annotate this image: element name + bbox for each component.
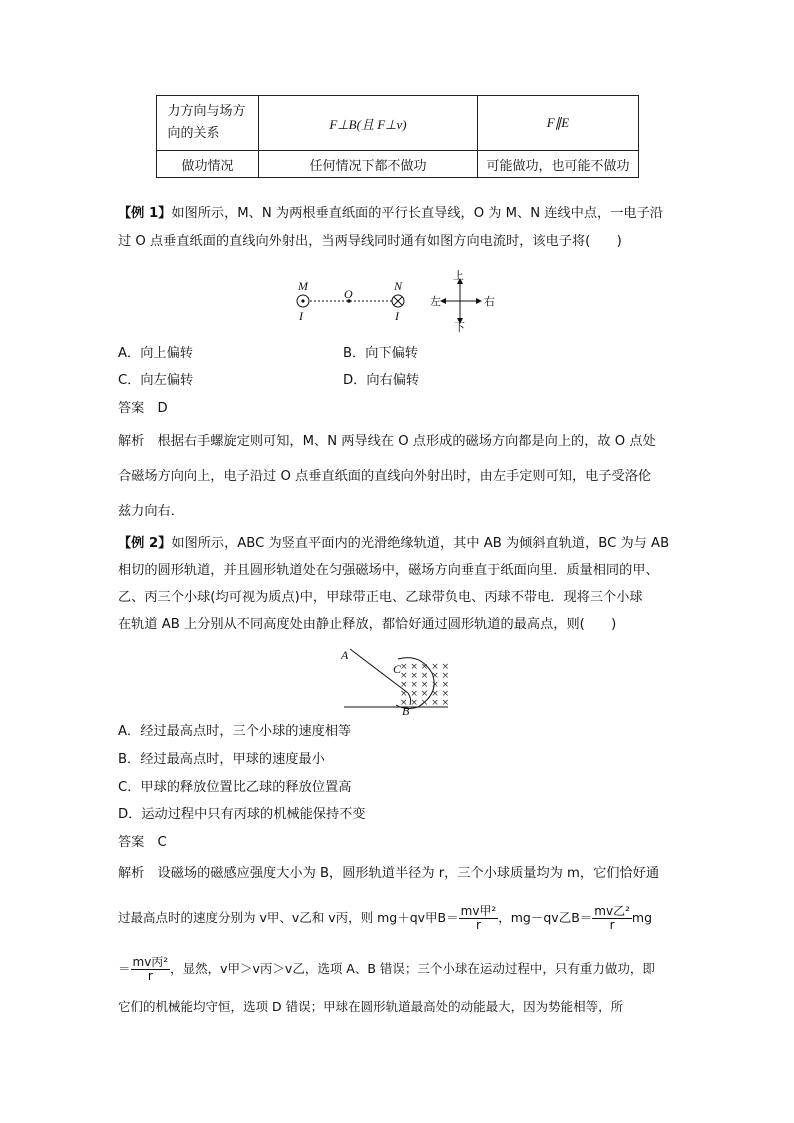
ex2-analysis3: ＝ $\frac{\text{mv丙²}}{r}$ ，显然，v甲＞v丙＞v乙，选项 A、B 错误；三个小球在运动过程中，只有重力做功，即 (118, 955, 655, 983)
ex1-line2: 过 O 点垂直纸面的直线向外射出，当两导线同时通有如图方向电流时，该电子将( ) (118, 234, 622, 249)
table-row1-label: 力方向与场方向的关系 (157, 96, 259, 151)
label-o: O (344, 287, 353, 301)
label-b: B (402, 704, 410, 718)
ex1-analysis1: 解析 根据右手螺旋定则可知，M、N 两导线在 O 点形成的磁场方向都是向上的，故 O 点处 (118, 434, 656, 449)
label-c: C (393, 662, 402, 676)
ex2-analysis1: 解析 设磁场的磁感应强度大小为 B，圆形轨道半径为 r，三个小球质量均为 m，它们恰好通 (118, 866, 660, 881)
label-m: M (298, 279, 308, 293)
svg-text:× × × × ×: × × × × × (400, 662, 450, 672)
arrow-right-icon (476, 298, 482, 304)
ex1-line1 (118, 205, 663, 223)
ex2-figure (340, 645, 460, 715)
svg-text:× × × × ×: × × × × × (400, 671, 450, 681)
label-a: A (341, 648, 349, 662)
ex1-option-d: D．向右偏转 (343, 373, 420, 388)
ex2-option-c: C．甲球的释放位置比乙球的释放位置高 (118, 780, 352, 795)
comparison-table (156, 95, 639, 178)
label-right: 右 (484, 295, 495, 308)
table-row2-col2: 可能做功，也可能不做功 (478, 151, 639, 178)
ex2-tag: 【例 2】 (118, 536, 172, 551)
svg-text:× × × × ×: × × × × × (400, 689, 450, 699)
ex2-option-d: D．运动过程中只有丙球的机械能保持不变 (118, 807, 366, 822)
svg-text:× × × × ×: × × × × × (400, 680, 450, 690)
label-i-right: I (395, 309, 399, 323)
ex2-analysis2: 过最高点时的速度分别为 v甲、v乙和 v丙，则 mg＋qv甲B＝ $\frac{\text{mv甲²}}{r}$ ，mg－qv乙B＝ $\frac{\text{mv乙²}}{r}$ mg (118, 904, 653, 932)
current-out-dot (301, 299, 304, 302)
table-row2-label: 做功情况 (157, 151, 259, 178)
label-down: 下 (454, 321, 465, 334)
svg-text:× × × × ×: × × × × × (400, 698, 450, 708)
ex2-option-a: A．经过最高点时，三个小球的速度相等 (118, 724, 352, 739)
ex1-analysis3: 兹力向右． (118, 504, 184, 519)
ex2-text1: 如图所示，ABC 为竖直平面内的光滑绝缘轨道，其中 AB 为倾斜直轨道，BC 为与 AB (171, 536, 670, 551)
label-left: 左 (430, 295, 441, 308)
ex2-line2: 相切的圆形轨道，并且圆形轨道处在匀强磁场中，磁场方向垂直于纸面向里．质量相同的甲、 (118, 563, 659, 578)
ex2-line1 (118, 535, 669, 553)
fraction-yi: $\frac{\text{mv乙²}}{r}$ (594, 904, 630, 932)
ex1-text1: 如图所示，M、N 为两根垂直纸面的平行长直导线，O 为 M、N 连线中点，一电子沿 (171, 206, 663, 221)
ex2-option-b: B．经过最高点时，甲球的速度最小 (118, 752, 325, 767)
ex1-analysis2: 合磁场方向向上，电子沿过 O 点垂直纸面的直线向外射出时，由左手定则可知，电子受洛伦 (118, 469, 652, 484)
ex1-tag: 【例 1】 (118, 206, 172, 221)
ex2-analysis4: 它们的机械能均守恒，选项 D 错误；甲球在圆形轨道最高处的动能最大，因为势能相等，所 (118, 999, 624, 1014)
ex1-option-c: C．向左偏转 (118, 373, 194, 388)
fraction-jia: $\frac{\text{mv甲²}}{r}$ (460, 904, 497, 932)
ex2-line4: 在轨道 AB 上分别从不同高度处由静止释放，都恰好通过圆形轨道的最高点，则( ) (118, 617, 617, 632)
magnetic-field-marks (400, 662, 449, 708)
ex2-line3: 乙、丙三个小球(均可视为质点)中，甲球带正电、乙球带负电、丙球不带电．现将三个小球 (118, 590, 643, 605)
ex1-option-b: B．向下偏转 (343, 346, 418, 361)
table-row1-col1: F⊥B(且 F⊥v) (259, 96, 478, 151)
ex2-answer: 答案 C (118, 835, 167, 850)
label-n: N (394, 279, 403, 293)
ex1-option-a: A．向上偏转 (118, 346, 193, 361)
table-row1-col2: F∥E (478, 96, 639, 151)
ex1-answer: 答案 D (118, 401, 168, 416)
fraction-bing: $\frac{\text{mv丙²}}{r}$ (132, 955, 169, 983)
label-i-left: I (299, 309, 303, 323)
table-row2-col1: 任何情况下都不做功 (259, 151, 478, 178)
label-up: 上 (453, 269, 464, 282)
